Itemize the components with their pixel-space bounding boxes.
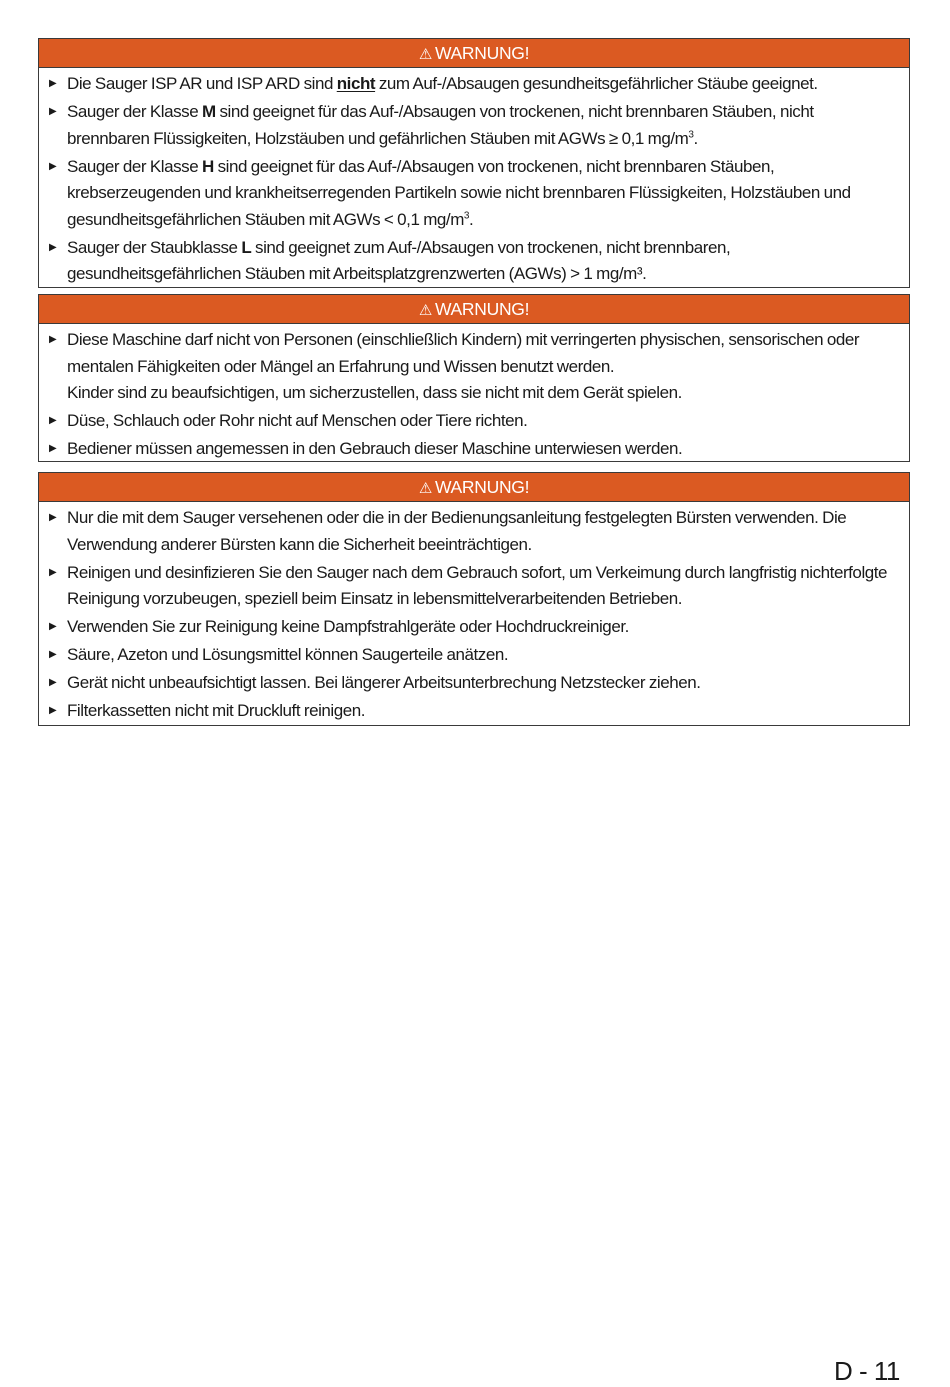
list-item (49, 505, 899, 558)
superscript: 3 (688, 128, 694, 140)
superscript: 3 (463, 209, 470, 221)
list-item (49, 642, 899, 669)
item-text: Kinder sind zu beaufsichtigen, um sicherzustellen, dass sie nicht mit dem Gerät spielen. (67, 383, 682, 402)
item-text: Diese Maschine darf nicht von Personen (einschließlich Kindern) mit verringerten physischen, sensorischen oder mentalen Fähigkeiten oder Mängel an Erfahrung und Wissen benutzt werden. (67, 330, 860, 376)
item-text: Reinigen und desinfizieren Sie den Sauger nach dem Gebrauch sofort, um Verkeimung durch langfristig nichterfolgte Reinigung vorzubeugen, speziell beim Einsatz in lebensmittelverarbeitenden Betrieben. (67, 562, 888, 608)
item-text: sind geeignet für das Auf-/Absaugen von trockenen, nicht brennbaren Stäuben, krebserzeugenden und krankheitserregenden Partikeln sowie nicht brennbaren Flüssigkeiten, Holzstäuben und gesundheitsgefährlichen Stäuben mit AGWs < 0,1 mg/m (67, 156, 851, 229)
page-number: D - 11 (834, 1356, 900, 1386)
warning-label: WARNUNG! (434, 477, 530, 497)
item-text: Nur die mit dem Sauger versehenen oder die in der Bedienungsanleitung festgelegten Bürsten verwenden. Die Verwendung anderer Bürsten kann die Sicherheit beeinträchtigen. (67, 508, 847, 554)
triangle-bullet-icon: ▶ (49, 566, 57, 578)
triangle-bullet-icon: ▶ (49, 415, 57, 426)
triangle-bullet-icon: ▶ (49, 443, 57, 454)
warning-label: WARNUNG! (434, 43, 530, 63)
item-text: sind geeignet zum Auf-/Absaugen von trockenen, nicht brennbaren, gesundheitsgefährlichen Stäuben mit Arbeitsplatzgrenzwerten (AGWs) > 1 mg/m³. (67, 237, 731, 283)
warning-header (39, 295, 909, 324)
triangle-bullet-icon: ▶ (49, 334, 57, 345)
item-text: Düse, Schlauch oder Rohr nicht auf Menschen oder Tiere richten. (67, 411, 528, 430)
triangle-bullet-icon: ▶ (49, 160, 57, 172)
class-label: M (201, 102, 216, 121)
list-item (49, 670, 899, 697)
list-item (49, 99, 899, 152)
item-text: zum Auf-/Absaugen gesundheitsgefährlicher Stäube geeignet. (375, 74, 818, 93)
item-text: Sauger der Klasse (67, 156, 202, 176)
list-item (49, 698, 899, 725)
list-item (49, 327, 899, 407)
class-label: L (241, 237, 252, 257)
item-text: Verwenden Sie zur Reinigung keine Dampfstrahlgeräte oder Hochdruckreiniger. (67, 617, 629, 636)
emphasis-text: nicht (336, 74, 376, 93)
list-item (49, 408, 899, 435)
list-item (49, 436, 899, 463)
class-label: H (201, 156, 214, 176)
item-text: Filterkassetten nicht mit Druckluft reinigen. (67, 701, 366, 720)
triangle-bullet-icon: ▶ (49, 241, 57, 253)
warning-box-3 (38, 472, 910, 726)
list-item (49, 614, 899, 641)
warning-triangle-icon: ⚠ (418, 46, 432, 63)
item-text: . (469, 209, 474, 229)
item-text: sind geeignet für das Auf-/Absaugen von trockenen, nicht brennbaren Stäuben, nicht brennbaren Flüssigkeiten, Holzstäuben und gefährlichen Stäuben mit AGWs ≥ 0,1 mg/m (67, 102, 814, 148)
item-text: Bediener müssen angemessen in den Gebrauch dieser Maschine unterwiesen werden. (67, 439, 683, 458)
list-item (49, 71, 899, 98)
triangle-bullet-icon: ▶ (49, 621, 57, 632)
list-item (49, 154, 899, 234)
warning-box-2 (38, 294, 910, 462)
warning-label: WARNUNG! (434, 299, 530, 319)
list-item (49, 235, 899, 288)
item-text: Gerät nicht unbeaufsichtigt lassen. Bei längerer Arbeitsunterbrechung Netzstecker ziehen. (67, 673, 701, 692)
triangle-bullet-icon: ▶ (49, 677, 57, 688)
warning-box-1 (38, 38, 910, 288)
item-text: Säure, Azeton und Lösungsmittel können Saugerteile anätzen. (67, 645, 509, 664)
warning-header (39, 39, 909, 68)
triangle-bullet-icon: ▶ (49, 78, 57, 89)
item-text: Die Sauger ISP AR und ISP ARD sind (67, 74, 337, 93)
item-text: Sauger der Klasse (67, 102, 202, 121)
item-text: Sauger der Staubklasse (67, 237, 242, 257)
warning-header (39, 473, 909, 502)
triangle-bullet-icon: ▶ (49, 106, 57, 117)
triangle-bullet-icon: ▶ (49, 705, 57, 716)
list-item (49, 560, 899, 613)
warning-triangle-icon: ⚠ (418, 480, 432, 497)
triangle-bullet-icon: ▶ (49, 649, 57, 660)
item-text: . (693, 128, 698, 148)
triangle-bullet-icon: ▶ (49, 512, 57, 523)
warning-triangle-icon: ⚠ (418, 302, 432, 319)
